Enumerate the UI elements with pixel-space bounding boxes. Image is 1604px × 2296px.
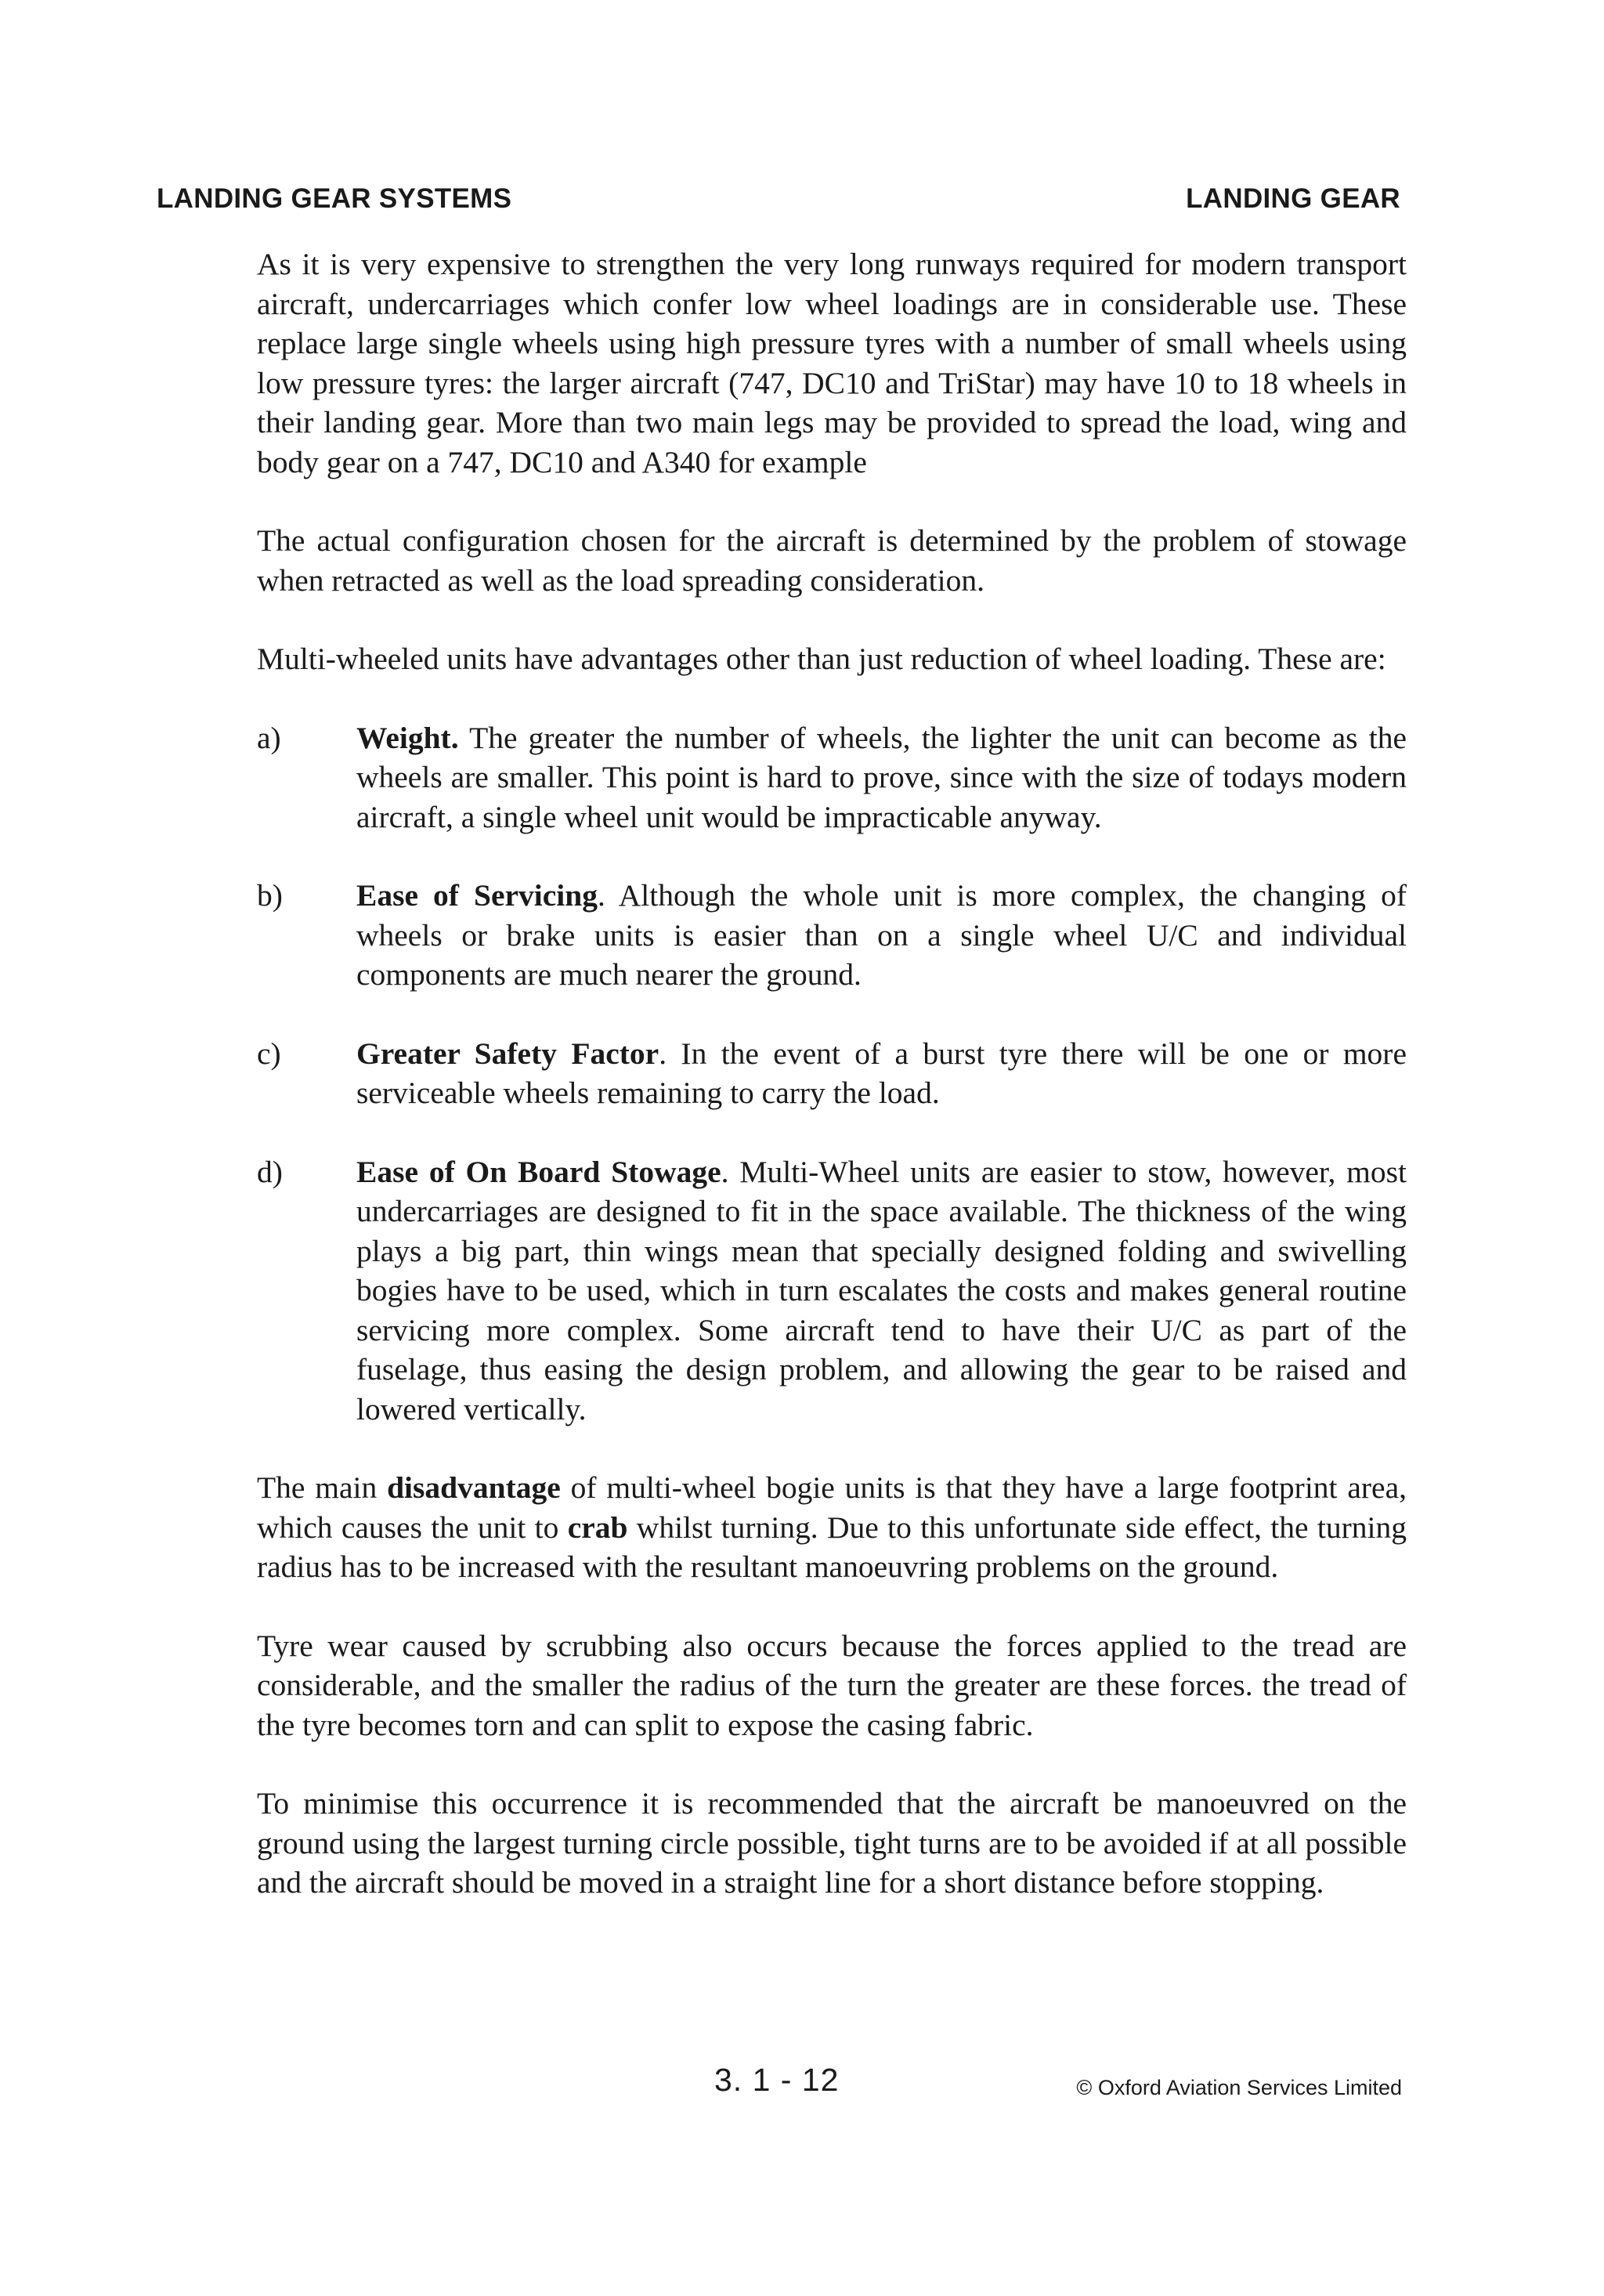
list-item-stowage [257,1152,1407,1430]
list-body [356,1152,1407,1430]
list-marker: c) [257,1036,281,1071]
paragraph-recommendation: To minimise this occurrence it is recommended that the aircraft be manoeuvred on the ground using the largest turning circle possible, tight turns are to be avoided if at all possible and the aircraft should be moved in a straight line for a short distance before stopping. [257,1786,1407,1900]
list-marker: b) [257,878,283,913]
list-marker: a) [257,720,281,755]
list-text: . Multi-Wheel units are easier to stow, however, most undercarriages are designed to fit in the space available. The thickness of the wing plays a big part, thin wings mean that specially designed folding and swivelling bogies have to be used, which in turn escalates the costs and makes general routine servicing more complex. Some aircraft tend to have their U/C as part of the fuselage, thus easing the design problem, and allowing the gear to be raised and lowered vertically. [356,1154,1407,1426]
list-item-ease-of-servicing [257,876,1407,995]
list-text: The greater the number of wheels, the lighter the unit can become as the wheels are smaller. This point is hard to prove, since with the size of todays modern aircraft, a single wheel unit would be impracticable anyway. [356,720,1407,834]
list-body [356,876,1407,995]
copyright-notice: © Oxford Aviation Services Limited [1076,2076,1402,2099]
header-section-title: LANDING GEAR SYSTEMS [157,183,512,214]
paragraph-disadvantage [257,1468,1407,1587]
list-term: Weight. [356,720,459,755]
paragraph-configuration: The actual configuration chosen for the aircraft is determined by the problem of stowage when retracted as well as the load spreading consideration. [257,523,1407,598]
page-number: 3. 1 - 12 [714,2062,840,2098]
page-body [257,244,1407,1903]
list-term: Ease of Servicing [356,878,598,913]
list-text: . In the event of a burst tyre there will be one or more serviceable wheels remaining to carry the load. [356,1036,1407,1110]
emphasis-crab: crab [567,1510,628,1545]
header-chapter-title: LANDING GEAR [1186,183,1400,214]
list-item-weight [257,718,1407,837]
list-term: Greater Safety Factor [356,1036,659,1071]
list-text: . Although the whole unit is more complex, the changing of wheels or brake units is easier than on a single wheel U/C and individual components are much nearer the ground. [356,878,1407,992]
paragraph-intro: As it is very expensive to strengthen the very long runways required for modern transport aircraft, undercarriages which confer low wheel loadings are in considerable use. These replace large single wheels using high pressure tyres with a number of small wheels using low pressure tyres: the larger aircraft (747, DC10 and TriStar) may have 10 to 18 wheels in their landing gear. More than two main legs may be provided to spread the load, wing and body gear on a 747, DC10 and A340 for example [257,247,1407,479]
paragraph-tyre-wear: Tyre wear caused by scrubbing also occurs because the forces applied to the tread are considerable, and the smaller the radius of the turn the greater are these forces. the tread of the tyre becomes torn and can split to expose the casing fabric. [257,1628,1407,1742]
paragraph-advantages-intro: Multi-wheeled units have advantages other than just reduction of wheel loading. These are: [257,642,1386,676]
list-item-safety-factor [257,1034,1407,1113]
list-body [356,1034,1407,1113]
text-run: The main [257,1470,388,1505]
list-body [356,718,1407,837]
text-run: of multi-wheel bogie units is that they have a large footprint area, which causes the unit to [257,1470,1407,1545]
list-term: Ease of On Board Stowage [356,1154,721,1189]
list-marker: d) [257,1154,283,1189]
emphasis-disadvantage: disadvantage [387,1470,561,1505]
text-run: whilst turning. Due to this unfortunate side effect, the turning radius has to be increased with the resultant manoeuvring problems on the ground. [257,1510,1407,1584]
